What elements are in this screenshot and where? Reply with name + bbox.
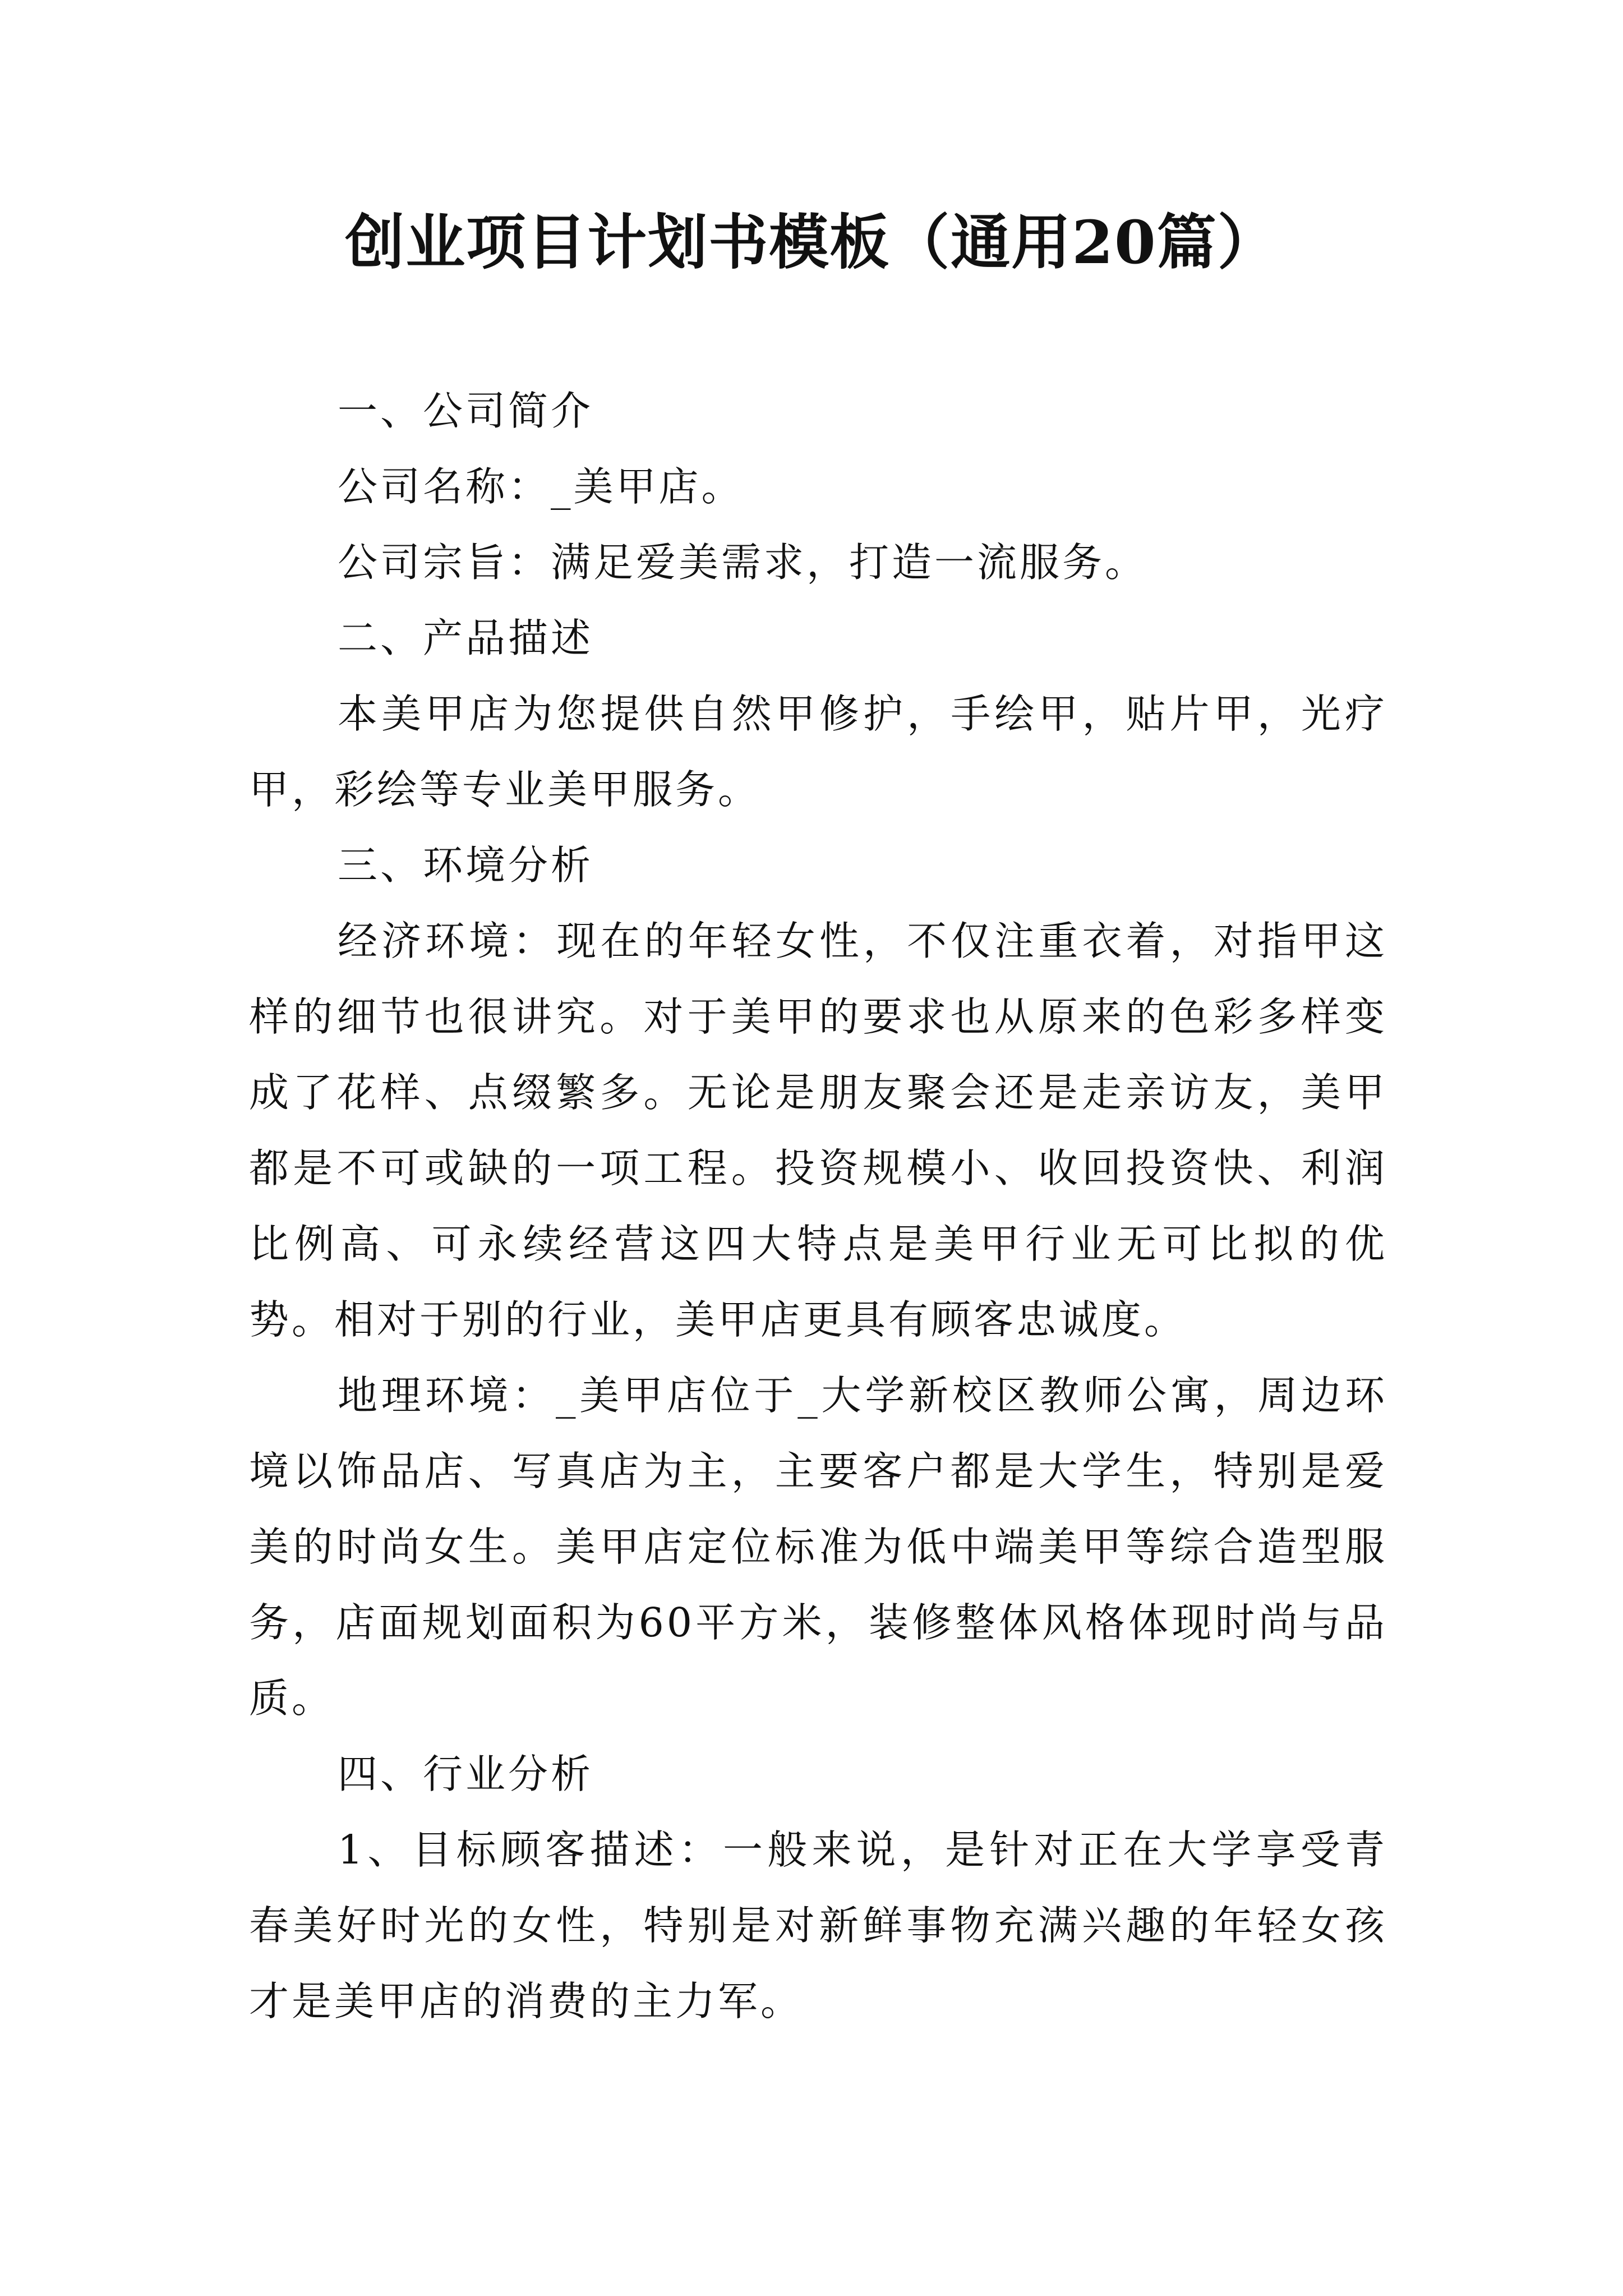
economic-environment-paragraph: 经济环境：现在的年轻女性，不仅注重衣着，对指甲这样的细节也很讲究。对于美甲的要求也从原来的色彩多样变成了花样、点缀繁多。无论是朋友聚会还是走亲访友，美甲都是不可或缺的一项工程。投资规模小、收回投资快、利润比例高、可永续经营这四大特点是美甲行业无可比拟的优势。相对于别的行业，美甲店更具有顾客忠诚度。	[249, 918, 1387, 1343]
company-purpose-paragraph: 公司宗旨：满足爱美需求，打造一流服务。	[338, 539, 1148, 586]
section-heading-company-intro: 一、公司简介	[338, 388, 594, 434]
target-customer-paragraph: 1、目标顾客描述：一般来说，是针对正在大学享受青春美好时光的女性，特别是对新鲜事物充满兴趣的年轻女孩才是美甲店的消费的主力军。	[249, 1826, 1387, 2024]
document-title: 创业项目计划书模板（通用20篇）	[345, 207, 1278, 277]
product-description-paragraph: 本美甲店为您提供自然甲修护，手绘甲，贴片甲，光疗甲，彩绘等专业美甲服务。	[249, 691, 1387, 813]
section-heading-environment-analysis: 三、环境分析	[338, 842, 594, 889]
section-heading-product-description: 二、产品描述	[338, 615, 594, 661]
document-body	[249, 373, 1387, 2039]
company-name-paragraph: 公司名称：_美甲店。	[338, 463, 744, 510]
section-heading-industry-analysis: 四、行业分析	[338, 1751, 594, 1797]
geographic-environment-paragraph: 地理环境：_美甲店位于_大学新校区教师公寓，周边环境以饰品店、写真店为主，主要客户都是大学生，特别是爱美的时尚女生。美甲店定位标准为低中端美甲等综合造型服务，店面规划面积为60平方米，装修整体风格体现时尚与品质。	[249, 1372, 1387, 1722]
